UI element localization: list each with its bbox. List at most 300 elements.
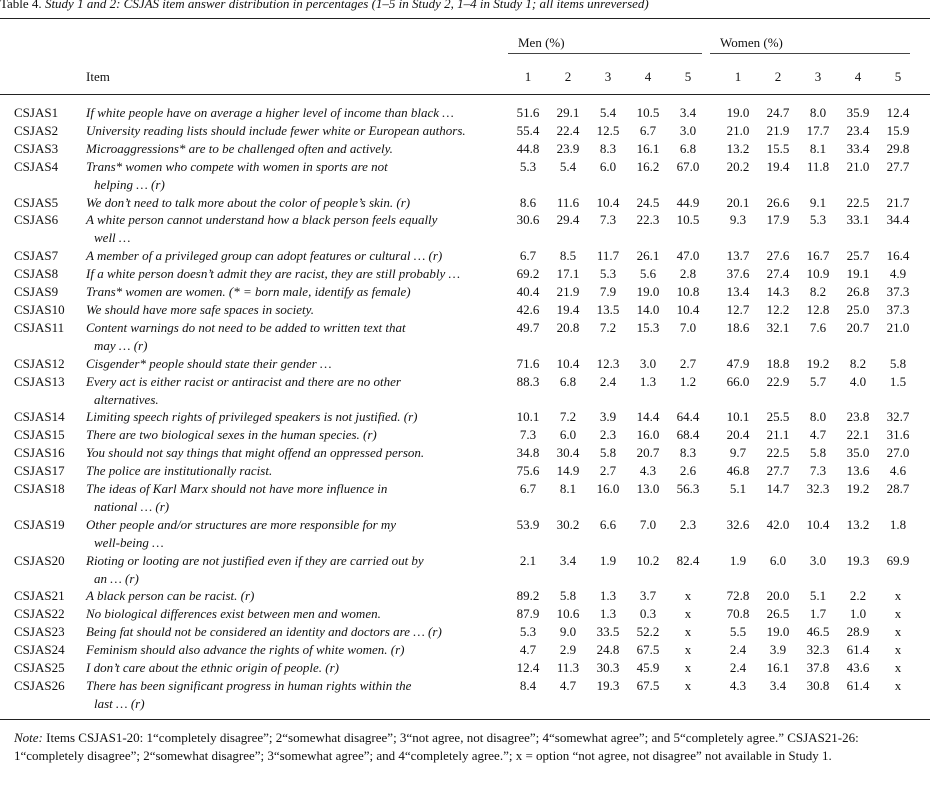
men-value-5: 6.8 (679, 140, 697, 156)
women-value-2: 42.0 (766, 516, 790, 532)
men-value-1: 89.2 (516, 588, 540, 604)
women-value-2: 22.5 (766, 445, 790, 461)
men-value-2: 23.9 (556, 140, 580, 156)
men-value-3: 2.7 (599, 463, 617, 479)
women-value-2: 19.4 (766, 158, 790, 174)
men-value-4: 20.7 (636, 445, 660, 461)
women-value-3: 10.9 (806, 266, 830, 282)
item-id: CSJAS15 (14, 427, 65, 443)
women-value-3: 9.1 (809, 194, 827, 210)
men-value-1: 8.4 (519, 678, 537, 693)
women-value-4: 19.3 (846, 552, 870, 568)
women-value-3: 1.7 (809, 606, 827, 622)
column-gap (708, 480, 718, 516)
table-row (14, 480, 918, 516)
item-id: CSJAS13 (14, 373, 65, 389)
women-value-1: 10.1 (726, 409, 750, 425)
column-gap (708, 194, 718, 212)
item-text-cell (86, 373, 508, 409)
men-value-3: 8.3 (599, 140, 617, 156)
men-value-4: 24.5 (636, 194, 660, 210)
table-row (14, 355, 918, 373)
item-text: A member of a privileged group can adopt features or cultural … (r) (86, 248, 443, 264)
men-value-1: 71.6 (516, 355, 540, 371)
table-row (14, 641, 918, 659)
item-text: The ideas of Karl Marx should not have more influence in (86, 481, 388, 497)
women-value-1: 12.7 (726, 301, 750, 317)
item-text-cell (86, 355, 508, 373)
women-value-2: 12.2 (766, 301, 790, 317)
women-value-5: x (894, 678, 902, 693)
women-value-3: 5.8 (809, 445, 827, 461)
men-value-5: 64.4 (676, 409, 700, 425)
item-text-cell (86, 211, 508, 247)
women-value-2: 21.1 (766, 427, 790, 443)
men-value-2: 20.8 (556, 319, 580, 335)
women-value-1: 47.9 (726, 355, 750, 371)
note-label: Note: (14, 730, 43, 745)
item-text: Cisgender* people should state their gender … (86, 355, 332, 371)
women-value-3: 12.8 (806, 301, 830, 317)
item-id: CSJAS19 (14, 516, 65, 532)
women-value-1: 13.2 (726, 140, 750, 156)
column-gap (708, 444, 718, 462)
item-text: Feminism should also advance the rights of white women. (r) (86, 642, 405, 658)
men-value-5: x (684, 678, 692, 693)
item-text-cell (86, 641, 508, 659)
men-value-3: 33.5 (596, 624, 620, 640)
table-row (14, 462, 918, 480)
item-text: Limiting speech rights of privileged speakers is not justified. (r) (86, 409, 418, 425)
men-value-4: 14.0 (636, 301, 660, 317)
table-row (14, 122, 918, 140)
women-value-5: x (894, 606, 902, 622)
women-value-2: 27.6 (766, 248, 790, 264)
men-value-4: 67.5 (636, 678, 660, 693)
women-value-2: 3.9 (769, 642, 787, 658)
women-value-2: 27.4 (766, 266, 790, 282)
item-text: If white people have on average a higher level of income than black … (86, 105, 454, 120)
table-row (14, 677, 918, 713)
column-gap (708, 677, 718, 713)
women-value-5: 28.7 (886, 481, 910, 497)
men-value-5: 8.3 (679, 445, 697, 461)
men-value-4: 10.5 (636, 105, 660, 120)
women-value-4: 13.2 (846, 516, 870, 532)
item-text-cell (86, 462, 508, 480)
women-value-5: 32.7 (886, 409, 910, 425)
women-column-numbers (718, 69, 918, 85)
women-value-4: 2.2 (849, 588, 867, 604)
item-text-cell (86, 319, 508, 355)
column-gap (708, 122, 718, 140)
column-gap (708, 587, 718, 605)
men-col-1: 1 (524, 69, 532, 84)
men-value-5: 1.2 (679, 373, 697, 389)
item-id: CSJAS8 (14, 266, 59, 282)
women-value-3: 7.6 (809, 319, 827, 335)
item-id: CSJAS9 (14, 284, 59, 300)
item-text: Being fat should not be considered an identity and doctors are … (r) (86, 624, 442, 640)
item-id: CSJAS21 (14, 588, 65, 604)
item-id: CSJAS11 (14, 319, 65, 335)
table-row (14, 444, 918, 462)
men-value-5: 3.4 (679, 105, 697, 120)
men-group-underline (508, 53, 702, 54)
women-value-3: 19.2 (806, 355, 830, 371)
women-value-2: 24.7 (766, 105, 790, 120)
item-id: CSJAS22 (14, 606, 65, 622)
women-value-2: 26.6 (766, 194, 790, 210)
item-id: CSJAS2 (14, 122, 59, 138)
women-value-4: 26.8 (846, 284, 870, 300)
column-gap (708, 552, 718, 588)
item-id: CSJAS5 (14, 194, 59, 210)
table-row (14, 552, 918, 588)
column-gap (708, 641, 718, 659)
item-text-cell (86, 605, 508, 623)
women-value-1: 18.6 (726, 319, 750, 335)
men-value-4: 15.3 (636, 319, 660, 335)
men-value-1: 55.4 (516, 122, 540, 138)
item-text-cell (86, 104, 508, 122)
men-col-3: 3 (604, 69, 612, 84)
women-value-1: 46.8 (726, 463, 750, 479)
note-text: Items CSJAS1-20: 1“completely disagree”; 2“somewhat disagree”; 3“not agree, not disagree”; 4“somewhat agree”; and 5“completely agree.” CSJAS21-26: 1“completely disagree”; 2“somewhat disagree”; 3“somewhat agree”; and 4“completely agree.”; x = option “not agree, not disagree” not available in Study 1. (14, 730, 859, 763)
item-text: Content warnings do not need to be added to written text that (86, 319, 406, 335)
item-id: CSJAS23 (14, 624, 65, 640)
men-value-2: 29.4 (556, 212, 580, 228)
men-value-5: x (684, 642, 692, 658)
table-row (14, 301, 918, 319)
women-value-3: 7.3 (809, 463, 827, 479)
item-text-cell (86, 659, 508, 677)
men-value-4: 13.0 (636, 481, 660, 497)
table-body (14, 104, 918, 713)
item-text-cell (86, 265, 508, 283)
women-value-5: 37.3 (886, 284, 910, 300)
women-value-3: 37.8 (806, 660, 830, 676)
men-col-5: 5 (684, 69, 692, 84)
men-value-4: 7.0 (639, 516, 657, 532)
item-text: If a white person doesn’t admit they are racist, they are still probably … (86, 266, 461, 282)
women-value-1: 32.6 (726, 516, 750, 532)
men-value-3: 12.3 (596, 355, 620, 371)
men-value-1: 12.4 (516, 660, 540, 676)
women-value-4: 4.0 (849, 373, 867, 389)
men-value-2: 8.1 (559, 481, 577, 497)
item-id: CSJAS6 (14, 212, 59, 228)
column-gap (708, 247, 718, 265)
men-value-3: 19.3 (596, 678, 620, 693)
men-value-3: 11.7 (596, 248, 620, 264)
men-value-2: 11.6 (556, 194, 580, 210)
men-value-1: 7.3 (519, 427, 537, 443)
men-value-2: 11.3 (556, 660, 580, 676)
item-text: Rioting or looting are not justified even if they are carried out by (86, 552, 424, 568)
item-text: We don’t need to talk more about the color of people’s skin. (r) (86, 194, 411, 210)
item-text: Trans* women are women. (* = born male, identify as female) (86, 284, 411, 300)
women-value-5: 1.5 (889, 373, 907, 389)
men-value-4: 10.2 (636, 552, 660, 568)
men-value-3: 1.9 (599, 552, 617, 568)
men-value-3: 30.3 (596, 660, 620, 676)
women-col-4: 4 (854, 69, 862, 84)
women-value-1: 37.6 (726, 266, 750, 282)
item-text-cell (86, 247, 508, 265)
item-id: CSJAS17 (14, 463, 65, 479)
women-value-4: 35.0 (846, 445, 870, 461)
men-value-3: 12.5 (596, 122, 620, 138)
men-value-5: 10.8 (676, 284, 700, 300)
table-row (14, 194, 918, 212)
item-text-continued: helping … (r) (94, 176, 165, 192)
women-value-5: 4.9 (889, 266, 907, 282)
women-value-2: 32.1 (766, 319, 790, 335)
item-text-cell (86, 158, 508, 194)
men-value-4: 26.1 (636, 248, 660, 264)
women-value-4: 20.7 (846, 319, 870, 335)
women-value-4: 25.0 (846, 301, 870, 317)
men-value-2: 22.4 (556, 122, 580, 138)
item-text: University reading lists should include fewer white or European authors. (86, 122, 466, 138)
item-text-cell (86, 444, 508, 462)
men-value-5: 68.4 (676, 427, 700, 443)
women-value-3: 10.4 (806, 516, 830, 532)
women-value-1: 20.1 (726, 194, 750, 210)
item-text: I don’t care about the ethnic origin of people. (r) (86, 660, 339, 676)
men-value-2: 10.4 (556, 355, 580, 371)
column-gap (708, 623, 718, 641)
women-value-1: 13.4 (726, 284, 750, 300)
women-value-3: 8.2 (809, 284, 827, 300)
women-value-5: 12.4 (886, 105, 910, 120)
table-row (14, 319, 918, 355)
men-value-2: 2.9 (559, 642, 577, 658)
column-gap (708, 462, 718, 480)
men-value-1: 44.8 (516, 140, 540, 156)
item-text-cell (86, 140, 508, 158)
women-value-1: 9.7 (729, 445, 747, 461)
item-text: A white person cannot understand how a black person feels equally (86, 212, 438, 228)
table-row (14, 140, 918, 158)
men-value-4: 16.2 (636, 158, 660, 174)
table-row (14, 516, 918, 552)
column-gap (708, 659, 718, 677)
men-value-4: 0.3 (639, 606, 657, 622)
women-value-5: 16.4 (886, 248, 910, 264)
men-value-4: 1.3 (639, 373, 657, 389)
item-id: CSJAS1 (14, 105, 59, 120)
table-row (14, 605, 918, 623)
men-value-1: 40.4 (516, 284, 540, 300)
men-value-4: 4.3 (639, 463, 657, 479)
women-value-2: 15.5 (766, 140, 790, 156)
women-value-4: 19.1 (846, 266, 870, 282)
item-text-continued: last … (r) (94, 695, 145, 711)
women-value-1: 4.3 (729, 678, 747, 693)
women-value-3: 5.3 (809, 212, 827, 228)
item-text: Other people and/or structures are more responsible for my (86, 516, 397, 532)
item-text: A black person can be racist. (r) (86, 588, 255, 604)
men-value-5: 2.6 (679, 463, 697, 479)
item-id: CSJAS24 (14, 642, 65, 658)
women-value-2: 14.3 (766, 284, 790, 300)
men-value-1: 34.8 (516, 445, 540, 461)
women-value-2: 22.9 (766, 373, 790, 389)
women-value-5: 69.9 (886, 552, 910, 568)
women-value-3: 17.7 (806, 122, 830, 138)
men-value-1: 87.9 (516, 606, 540, 622)
men-value-1: 42.6 (516, 301, 540, 317)
women-value-3: 5.1 (809, 588, 827, 604)
men-value-3: 13.5 (596, 301, 620, 317)
women-value-4: 8.2 (849, 355, 867, 371)
women-value-2: 3.4 (769, 678, 787, 693)
women-value-4: 35.9 (846, 105, 870, 120)
table-row (14, 408, 918, 426)
women-value-4: 1.0 (849, 606, 867, 622)
item-text-continued: alternatives. (94, 391, 159, 407)
men-value-5: 2.3 (679, 516, 697, 532)
item-text-cell (86, 301, 508, 319)
item-text-continued: an … (r) (94, 570, 139, 586)
men-value-2: 30.2 (556, 516, 580, 532)
table-note (14, 729, 919, 765)
women-value-3: 11.8 (806, 158, 830, 174)
men-value-4: 16.0 (636, 427, 660, 443)
women-value-2: 27.7 (766, 463, 790, 479)
men-value-3: 3.9 (599, 409, 617, 425)
men-value-2: 17.1 (556, 266, 580, 282)
item-text-cell (86, 122, 508, 140)
women-value-4: 22.5 (846, 194, 870, 210)
women-group-underline (710, 53, 910, 54)
men-value-2: 9.0 (559, 624, 577, 640)
item-column-header: Item (86, 69, 110, 84)
men-value-2: 29.1 (556, 105, 580, 120)
men-value-3: 6.0 (599, 158, 617, 174)
item-id: CSJAS14 (14, 409, 65, 425)
women-value-4: 61.4 (846, 642, 870, 658)
table-row (14, 247, 918, 265)
column-gap (708, 408, 718, 426)
women-value-5: 27.0 (886, 445, 910, 461)
men-value-2: 30.4 (556, 445, 580, 461)
men-value-2: 3.4 (559, 552, 577, 568)
header-rule (0, 94, 930, 95)
women-value-5: 37.3 (886, 301, 910, 317)
women-value-2: 16.1 (766, 660, 790, 676)
men-value-3: 7.3 (599, 212, 617, 228)
caption-label: Table 4. (0, 0, 42, 11)
men-value-2: 5.8 (559, 588, 577, 604)
women-value-4: 28.9 (846, 624, 870, 640)
table-row (14, 265, 918, 283)
men-col-2: 2 (564, 69, 572, 84)
men-col-4: 4 (644, 69, 652, 84)
women-value-3: 16.7 (806, 248, 830, 264)
table-row (14, 283, 918, 301)
women-value-4: 21.0 (846, 158, 870, 174)
women-value-5: x (894, 624, 902, 640)
men-value-5: 56.3 (676, 481, 700, 497)
women-value-1: 13.7 (726, 248, 750, 264)
women-value-5: 1.8 (889, 516, 907, 532)
table-row (14, 104, 918, 122)
men-value-3: 6.6 (599, 516, 617, 532)
men-value-2: 14.9 (556, 463, 580, 479)
men-value-3: 7.2 (599, 319, 617, 335)
men-value-1: 6.7 (519, 481, 537, 497)
women-value-1: 20.4 (726, 427, 750, 443)
item-id: CSJAS4 (14, 158, 59, 174)
column-gap (708, 140, 718, 158)
men-value-4: 6.7 (639, 122, 657, 138)
item-text: There are two biological sexes in the human species. (r) (86, 427, 377, 443)
item-id: CSJAS18 (14, 481, 65, 497)
women-value-5: 27.7 (886, 158, 910, 174)
item-text-cell (86, 587, 508, 605)
women-value-5: 15.9 (886, 122, 910, 138)
women-value-4: 61.4 (846, 678, 870, 693)
women-value-1: 9.3 (729, 212, 747, 228)
men-value-5: x (684, 606, 692, 622)
women-value-5: 4.6 (889, 463, 907, 479)
men-value-2: 4.7 (559, 678, 577, 693)
item-id: CSJAS25 (14, 660, 65, 676)
item-text-cell (86, 408, 508, 426)
men-value-4: 14.4 (636, 409, 660, 425)
women-value-4: 25.7 (846, 248, 870, 264)
item-text: You should not say things that might offend an oppressed person. (86, 445, 425, 461)
men-value-1: 5.3 (519, 158, 537, 174)
women-value-3: 30.8 (806, 678, 830, 693)
men-value-3: 1.3 (599, 588, 617, 604)
distribution-table (14, 104, 918, 713)
men-value-4: 3.0 (639, 355, 657, 371)
item-text-cell (86, 677, 508, 713)
item-id: CSJAS20 (14, 552, 65, 568)
women-value-5: 21.0 (886, 319, 910, 335)
men-value-4: 67.5 (636, 642, 660, 658)
women-value-2: 21.9 (766, 122, 790, 138)
women-value-1: 66.0 (726, 373, 750, 389)
women-col-3: 3 (814, 69, 822, 84)
item-text-cell (86, 480, 508, 516)
women-value-3: 8.0 (809, 105, 827, 120)
women-value-4: 33.1 (846, 212, 870, 228)
women-value-2: 26.5 (766, 606, 790, 622)
item-id: CSJAS3 (14, 140, 59, 156)
men-value-2: 8.5 (559, 248, 577, 264)
women-value-4: 13.6 (846, 463, 870, 479)
women-value-1: 19.0 (726, 105, 750, 120)
item-text-cell (86, 194, 508, 212)
women-col-1: 1 (734, 69, 742, 84)
men-value-1: 69.2 (516, 266, 540, 282)
item-text: The police are institutionally racist. (86, 463, 273, 479)
women-value-4: 22.1 (846, 427, 870, 443)
women-value-5: 5.8 (889, 355, 907, 371)
item-text: There has been significant progress in human rights within the (86, 678, 412, 693)
women-value-1: 2.4 (729, 660, 747, 676)
bottom-rule (0, 719, 930, 720)
column-gap (708, 265, 718, 283)
women-value-5: 34.4 (886, 212, 910, 228)
women-value-3: 8.1 (809, 140, 827, 156)
column-gap (708, 301, 718, 319)
